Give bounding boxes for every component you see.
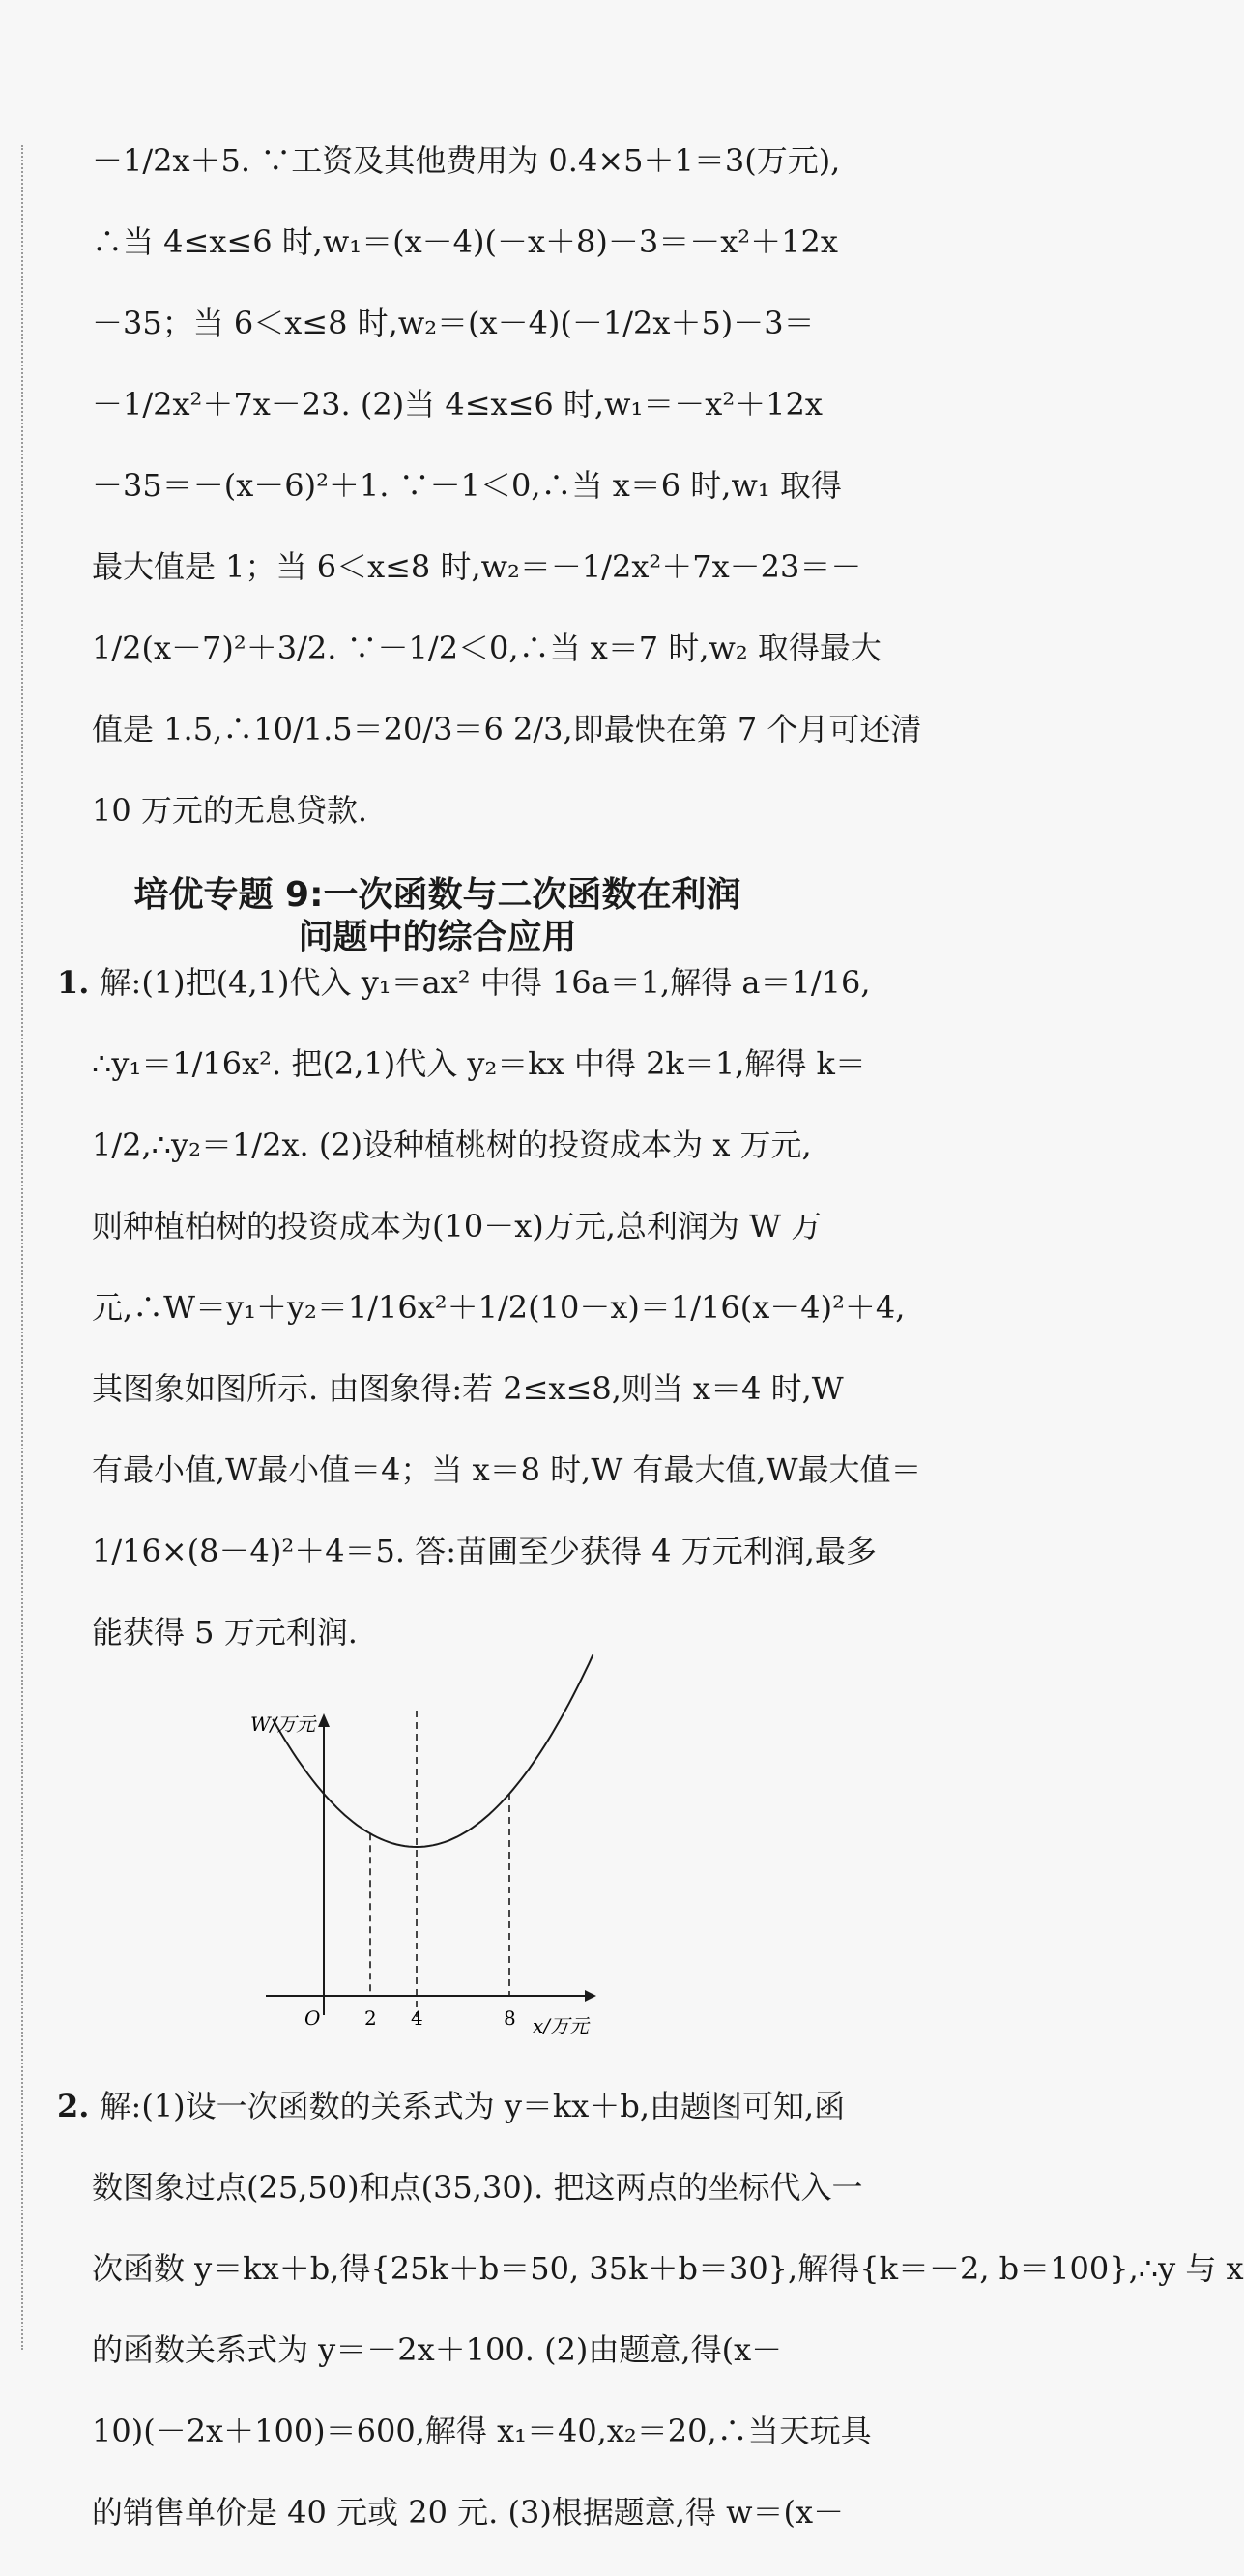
binding-margin-line <box>21 145 23 2350</box>
x-tick-label: 2 <box>364 2006 377 2030</box>
problem-2-solution <box>92 2089 783 2530</box>
problem-2-text: 次函数 y＝kx＋b,得{25k＋b＝50, 35k＋b＝30},解得{k＝－2, b＝100},∴y 与 x <box>92 2250 1244 2287</box>
problem-1-line <box>92 1534 783 1568</box>
continuation-text: －1/2x＋5. ∵工资及其他费用为 0.4×5＋1＝3(万元), <box>92 142 840 179</box>
parabola-curve <box>273 1654 593 1847</box>
continuation-text: 值是 1.5,∴10/1.5＝20/3＝6 2/3,即最快在第 7 个月可还清 <box>92 711 921 747</box>
section-title-line-1: 培优专题 9:一次函数与二次函数在利润 <box>92 874 783 917</box>
x-axis-label: x/万元 <box>533 2014 591 2037</box>
problem-2-line <box>57 2089 783 2123</box>
continuation-text: －35＝－(x－6)²＋1. ∵－1＜0,∴当 x＝6 时,w₁ 取得 <box>92 467 842 504</box>
section-title <box>92 874 783 959</box>
y-axis-label: W/万元 <box>250 1712 317 1736</box>
problem-2-text: 10)(－2x＋100)＝600,解得 x₁＝40,x₂＝20,∴当天玩具 <box>92 2413 872 2449</box>
continuation-text: －35；当 6＜x≤8 时,w₂＝(x－4)(－1/2x＋5)－3＝ <box>92 305 815 341</box>
problem-2-line <box>92 2170 783 2205</box>
problem-2-line <box>92 2251 783 2286</box>
problem-1-line <box>92 1046 783 1081</box>
figure-chart <box>92 1696 783 2064</box>
problem-1-text: 解:(1)把(4,1)代入 y₁＝ax² 中得 16a＝1,解得 a＝1/16, <box>101 964 871 1001</box>
continuation-line <box>92 224 783 259</box>
problem-2-text: 的函数关系式为 y＝－2x＋100. (2)由题意,得(x－ <box>92 2331 782 2368</box>
x-tick-label: 8 <box>504 2006 516 2030</box>
problem-2-number: 2. <box>57 2088 101 2124</box>
previous-solution-continuation <box>92 143 783 828</box>
document-content <box>92 143 783 2576</box>
continuation-line <box>92 468 783 503</box>
problem-1-line <box>92 1290 783 1325</box>
problem-1-line <box>92 1209 783 1244</box>
parabola-chart <box>246 1696 633 2054</box>
problem-2-line <box>92 2495 783 2530</box>
problem-1-solution <box>92 965 783 1650</box>
problem-1-text: 能获得 5 万元利润. <box>92 1614 358 1651</box>
continuation-line <box>92 712 783 746</box>
problem-1-line <box>92 1452 783 1487</box>
continuation-text: －1/2x²＋7x－23. (2)当 4≤x≤6 时,w₁＝－x²＋12x <box>92 386 823 423</box>
x-tick-label: 4 <box>411 2006 423 2030</box>
problem-2-text: 的销售单价是 40 元或 20 元. (3)根据题意,得 w＝(x－ <box>92 2494 844 2531</box>
problem-2-text: 解:(1)设一次函数的关系式为 y＝kx＋b,由题图可知,函 <box>101 2088 846 2124</box>
problem-1-text: 有最小值,W最小值＝4；当 x＝8 时,W 有最大值,W最大值＝ <box>92 1451 921 1488</box>
continuation-text: 最大值是 1；当 6＜x≤8 时,w₂＝－1/2x²＋7x－23＝－ <box>92 548 861 585</box>
problem-1-text: 则种植柏树的投资成本为(10－x)万元,总利润为 W 万 <box>92 1208 822 1244</box>
continuation-line <box>92 306 783 340</box>
problem-1-text: 其图象如图所示. 由图象得:若 2≤x≤8,则当 x＝4 时,W <box>92 1370 844 1407</box>
problem-2-text: 数图象过点(25,50)和点(35,30). 把这两点的坐标代入一 <box>92 2169 863 2206</box>
section-title-line-2: 问题中的综合应用 <box>92 917 783 959</box>
continuation-line <box>92 549 783 584</box>
problem-1-text: ∴y₁＝1/16x². 把(2,1)代入 y₂＝kx 中得 2k＝1,解得 k＝ <box>92 1045 866 1082</box>
problem-1-line <box>92 1371 783 1406</box>
continuation-line <box>92 793 783 828</box>
problem-1-text: 1/2,∴y₂＝1/2x. (2)设种植桃树的投资成本为 x 万元, <box>92 1127 812 1163</box>
continuation-text: 10 万元的无息贷款. <box>92 792 367 829</box>
origin-label: O <box>304 2006 320 2030</box>
continuation-line <box>92 630 783 665</box>
continuation-text: ∴当 4≤x≤6 时,w₁＝(x－4)(－x＋8)－3＝－x²＋12x <box>92 223 838 260</box>
continuation-text: 1/2(x－7)²＋3/2. ∵－1/2＜0,∴当 x＝7 时,w₂ 取得最大 <box>92 629 882 666</box>
problem-1-line <box>92 1615 783 1650</box>
problem-1-number: 1. <box>57 964 101 1001</box>
problem-1-line <box>92 1127 783 1162</box>
problem-1-text: 元,∴W＝y₁＋y₂＝1/16x²＋1/2(10－x)＝1/16(x－4)²＋4, <box>92 1289 905 1326</box>
problem-2-line <box>92 2332 783 2367</box>
continuation-line <box>92 387 783 422</box>
problem-1-line <box>57 965 783 1000</box>
y-axis-arrow <box>318 1713 330 1727</box>
continuation-line <box>92 143 783 178</box>
problem-1-text: 1/16×(8－4)²＋4＝5. 答:苗圃至少获得 4 万元利润,最多 <box>92 1533 877 1569</box>
problem-2-line <box>92 2414 783 2448</box>
x-axis-arrow <box>585 1990 596 2002</box>
